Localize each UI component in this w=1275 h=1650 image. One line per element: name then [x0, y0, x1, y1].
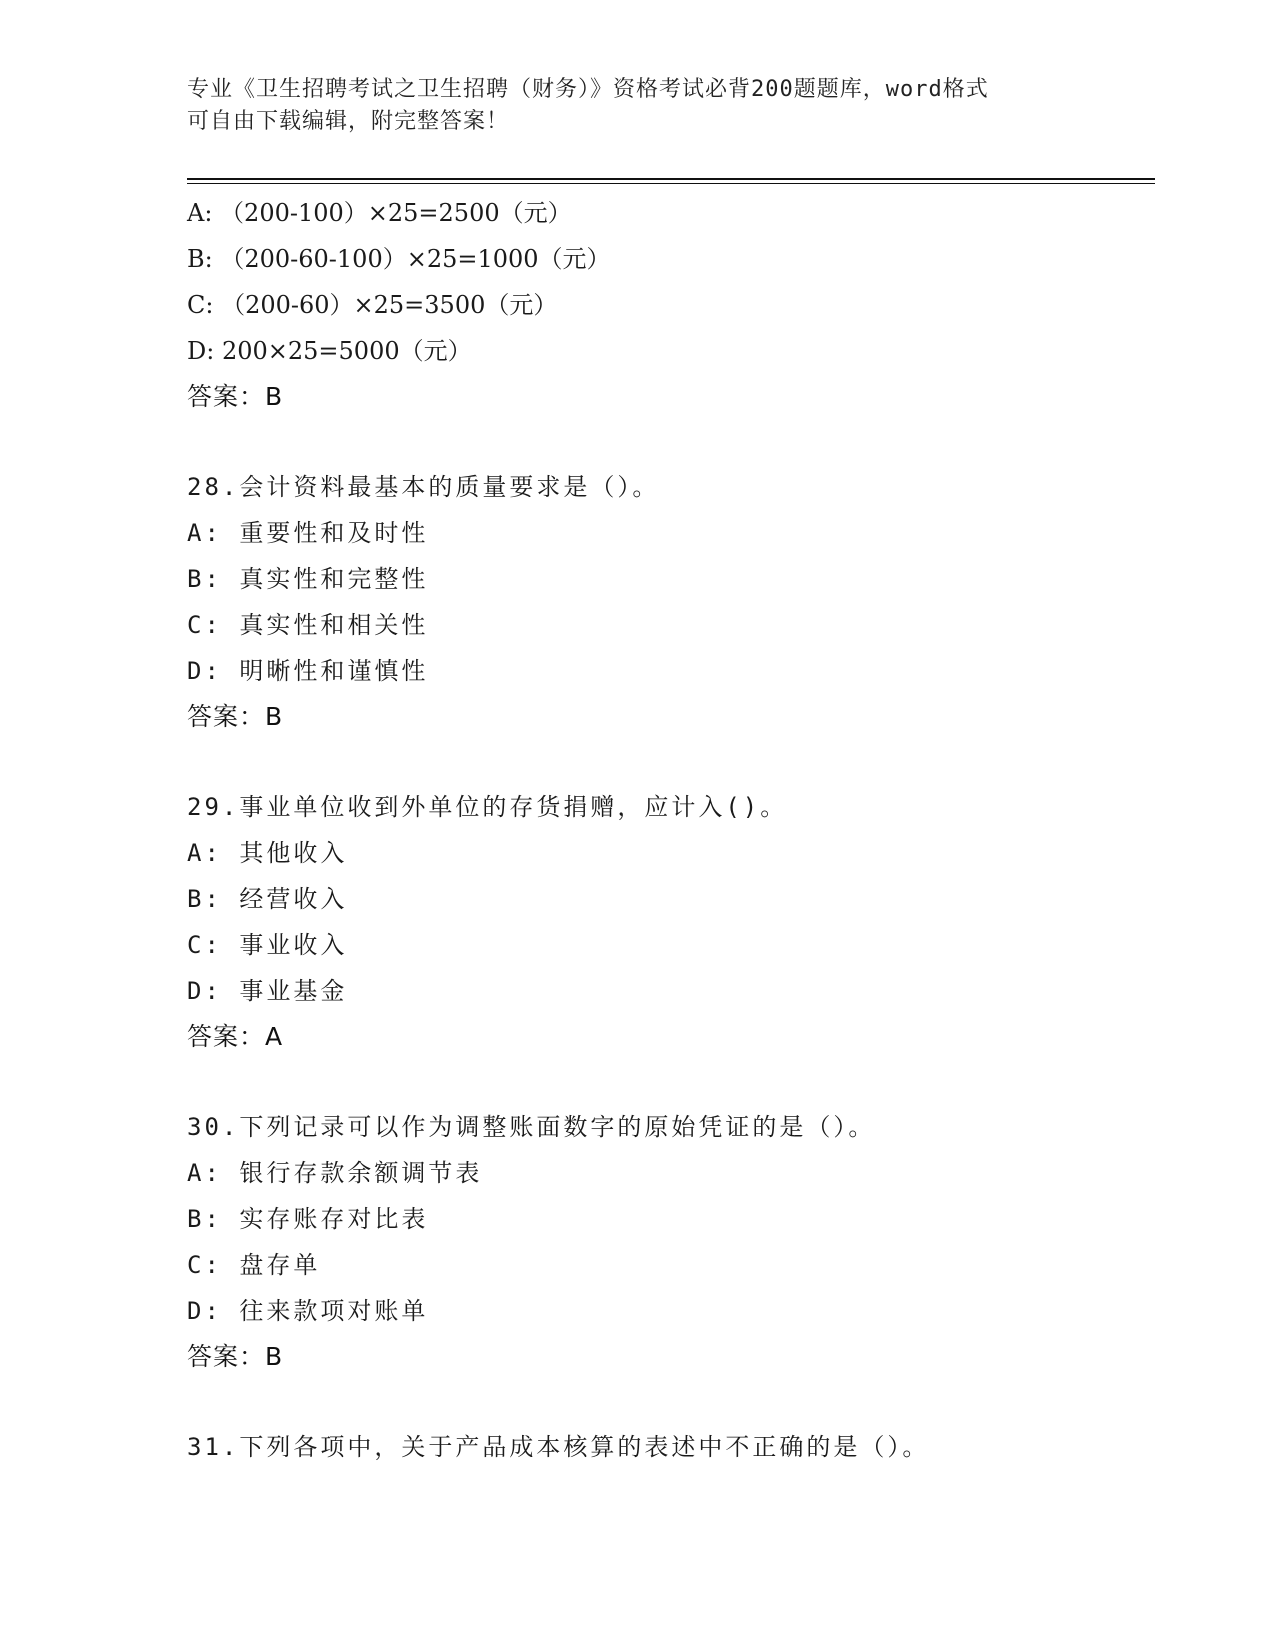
option-c: C: （200-60）×25=3500（元）: [187, 291, 558, 319]
document-header: [187, 74, 1087, 138]
option-d: D: 往来款项对账单: [187, 1297, 429, 1325]
spacer: [187, 420, 1147, 464]
header-divider-thin: [187, 183, 1155, 184]
option-d: D: 事业基金: [187, 977, 348, 1005]
question-29: [187, 784, 1147, 1060]
option-b: B: 实存账存对比表: [187, 1205, 429, 1233]
answer-line: 答案：B: [187, 702, 284, 731]
question-27-continued: [187, 190, 1147, 420]
option-d: D: 明晰性和谨慎性: [187, 657, 429, 685]
spacer: [187, 740, 1147, 784]
question-stem: 28.会计资料最基本的质量要求是（）。: [187, 473, 660, 501]
option-a: A: （200-100）×25=2500（元）: [187, 199, 572, 227]
spacer: [187, 1380, 1147, 1424]
option-c: C: 事业收入: [187, 931, 348, 959]
question-31: [187, 1424, 1147, 1470]
spacer: [187, 1060, 1147, 1104]
question-list: [187, 190, 1147, 1470]
answer-line: 答案：B: [187, 382, 284, 411]
option-b: B: 真实性和完整性: [187, 565, 429, 593]
option-b: B: （200-60-100）×25=1000（元）: [187, 245, 611, 273]
question-28: [187, 464, 1147, 740]
option-b: B: 经营收入: [187, 885, 348, 913]
question-stem: 30.下列记录可以作为调整账面数字的原始凭证的是（）。: [187, 1113, 876, 1141]
question-stem: 29.事业单位收到外单位的存货捐赠，应计入()。: [187, 793, 788, 821]
header-line-2: 可自由下载编辑，附完整答案！: [187, 109, 510, 134]
header-line-1: 专业《卫生招聘考试之卫生招聘（财务）》资格考试必背200题题库，word格式: [187, 77, 989, 102]
option-c: C: 盘存单: [187, 1251, 321, 1279]
option-a: A: 重要性和及时性: [187, 519, 429, 547]
option-a: A: 其他收入: [187, 839, 348, 867]
header-divider-thick: [187, 178, 1155, 180]
option-d: D: 200×25=5000（元）: [187, 337, 472, 365]
option-a: A: 银行存款余额调节表: [187, 1159, 483, 1187]
option-c: C: 真实性和相关性: [187, 611, 429, 639]
question-30: [187, 1104, 1147, 1380]
question-stem: 31.下列各项中，关于产品成本核算的表述中不正确的是（）。: [187, 1433, 930, 1461]
answer-line: 答案：B: [187, 1342, 284, 1371]
answer-line: 答案：A: [187, 1022, 284, 1051]
